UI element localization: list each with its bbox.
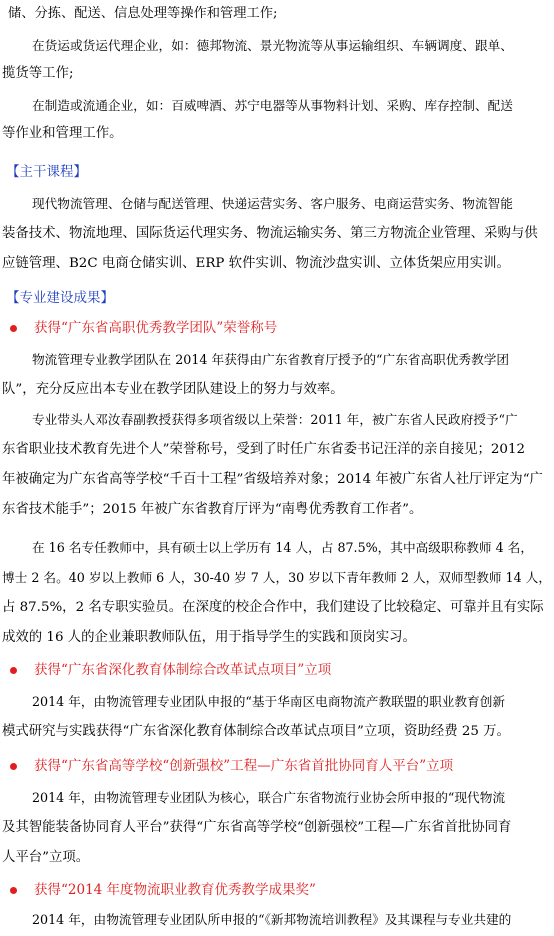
course-line: 应链管理、B2C 电商仓储实训、ERP 软件实训、物流沙盘实训、立体货架应用实训。 xyxy=(2,256,510,271)
bullet-dot-icon xyxy=(10,667,17,674)
achievement-text: 队”，充分反应出本专业在教学团队建设上的努力与效率。 xyxy=(2,382,344,397)
achievement-text: 成效的 16 人的企业兼职教师队伍，用于指导学生的实践和顶岗实习。 xyxy=(2,630,416,645)
bullet-dot-icon xyxy=(10,763,17,770)
achievement-text: 在 16 名专任教师中，具有硕士以上学历有 14 人，占 87.5%，其中高级职称教师 4 名， xyxy=(32,540,533,555)
achievement-text: 2014 年，由物流管理专业团队申报的“基于华南区电商物流产教联盟的职业教育创新 xyxy=(32,694,506,709)
intro-line: 在货运或货运代理企业，如：德邦物流、景光物流等从事运输组织、车辆调度、跟单、 xyxy=(32,38,513,53)
bullet-dot-icon xyxy=(10,887,17,894)
achievement-text: 物流管理专业教学团队在 2014 年获得由广东省教育厅授予的“广东省高职优秀教学团 xyxy=(32,352,510,367)
intro-line: 等作业和管理工作。 xyxy=(2,126,123,141)
course-line: 现代物流管理、仓储与配送管理、快递运营实务、客户服务、电商运营实务、物流智能 xyxy=(32,196,513,211)
achievement-text: 年被确定为广东省高等学校“千百十工程”省级培养对象；2014 年被广东省人社厅评定为“广 xyxy=(2,472,543,487)
achievement-text: 模式研究与实践获得“广东省深化教育体制综合改革试点项目”立项，资助经费 25 万。 xyxy=(2,724,510,739)
section-heading-courses: 【主干课程】 xyxy=(6,164,87,180)
intro-line: 储、分拣、配送、信息处理等操作和管理工作; xyxy=(8,6,278,21)
achievement-text: 博士 2 名。40 岁以上教师 6 人，30-40 岁 7 人，30 岁以下青年教师 2 人，双师型教师 14 人， xyxy=(2,570,551,585)
achievement-text: 人平台”立项。 xyxy=(2,850,90,865)
achievement-text: 东省技术能手”；2015 年被广东省教育厅评为“南粤优秀教育工作者”。 xyxy=(2,502,423,517)
achievement-text: 东省职业技术教育先进个人”荣誉称号，受到了时任广东省委书记汪洋的亲自接见；2012 xyxy=(2,442,525,457)
section-heading-results: 【专业建设成果】 xyxy=(6,290,114,306)
achievement-text: 及其智能装备协同育人平台”获得“广东省高等学校“创新强校”工程—广东省首批协同育 xyxy=(2,820,512,835)
bullet-dot-icon xyxy=(10,325,17,332)
document-page: 储、分拣、配送、信息处理等操作和管理工作; 在货运或货运代理企业，如：德邦物流、景光物流等从事运输组织、车辆调度、跟单、 揽货等工作; 在制造或流通企业，如：百威啤酒、苏宁电器等从事物料计划、采购、库存控制、配送 等作业和管理工作。 【主干课程】 现代物流管理、仓储与配送管理、快递运营实务、客户服务、电商运营实务、物流智能 装备技术、物流地理、国际货运代理实务、物流运输实务、第三方物流企业管理、采购与供 应链管理、B2C 电商仓储实训、ERP 软件实训、物流沙盘实训、立体货架应用实训。 【专业建设成果】 获得“广东省高职优秀教学团队”荣誉称号 物流管理专业教学团队在 2014 年获得由广东省教育厅授予的“广东省高职优秀教学团 队”，充分反应出本专业在教学团队建设上的努力与效率。 专业带头人邓汝春副教授获得多项省级以上荣誉：2011 年，被广东省人民政府授予“广 东省职业技术教育先进个人”荣誉称号，受到了时任广东省委书记汪洋的亲自接见；2012 年被确定为广东省高等学校“千百十工程”省级培养对象；2014 年被广东省人社厅评定为“广 东省技术能手”；2015 年被广东省教育厅评为“南粤优秀教育工作者”。 在 16 名专任教师中，具有硕士以上学历有 14 人，占 87.5%，其中高级职称教师 4 名， 博士 2 名。40 岁以上教师 6 人，30-40 岁 7 人，30 岁以下青年教师 2 人，双师型教师 14 人， 占 87.5%，2 名专职实验员。在深度的校企合作中，我们建设了比较稳定、可靠并且有实际 成效的 16 人的企业兼职教师队伍，用于指导学生的实践和顶岗实习。 获得“广东省深化教育体制综合改革试点项目”立项 2014 年，由物流管理专业团队申报的“基于华南区电商物流产教联盟的职业教育创新 模式研究与实践获得“广东省深化教育体制综合改革试点项目”立项，资助经费 25 万。 获得“广东省高等学校“创新强校”工程—广东省首批协同育人平台”立项 2014 年，由物流管理专业团队为核心，联合广东省物流行业协会所申报的“现代物流 及其智能装备协同育人平台”获得“广东省高等学校“创新强校”工程—广东省首批协同育 人平台”立项。 获得“2014 年度物流职业教育优秀教学成果奖” 2014 年，由物流管理专业团队所申报的“《新邦物流培训教程》及其课程与专业共建的 xyxy=(0,0,554,936)
course-line: 装备技术、物流地理、国际货运代理实务、物流运输实务、第三方物流企业管理、采购与供 xyxy=(2,226,538,241)
intro-line: 在制造或流通企业，如：百威啤酒、苏宁电器等从事物料计划、采购、库存控制、配送 xyxy=(32,98,513,113)
intro-line: 揽货等工作; xyxy=(2,66,74,81)
achievement-text: 2014 年，由物流管理专业团队为核心，联合广东省物流行业协会所申报的“现代物流 xyxy=(32,790,506,805)
achievement-text: 占 87.5%，2 名专职实验员。在深度的校企合作中，我们建设了比较稳定、可靠并且有实际 xyxy=(2,600,544,615)
achievement-text: 专业带头人邓汝春副教授获得多项省级以上荣誉：2011 年，被广东省人民政府授予“广 xyxy=(32,412,518,427)
achievement-text: 2014 年，由物流管理专业团队所申报的“《新邦物流培训教程》及其课程与专业共建的 xyxy=(32,912,512,927)
